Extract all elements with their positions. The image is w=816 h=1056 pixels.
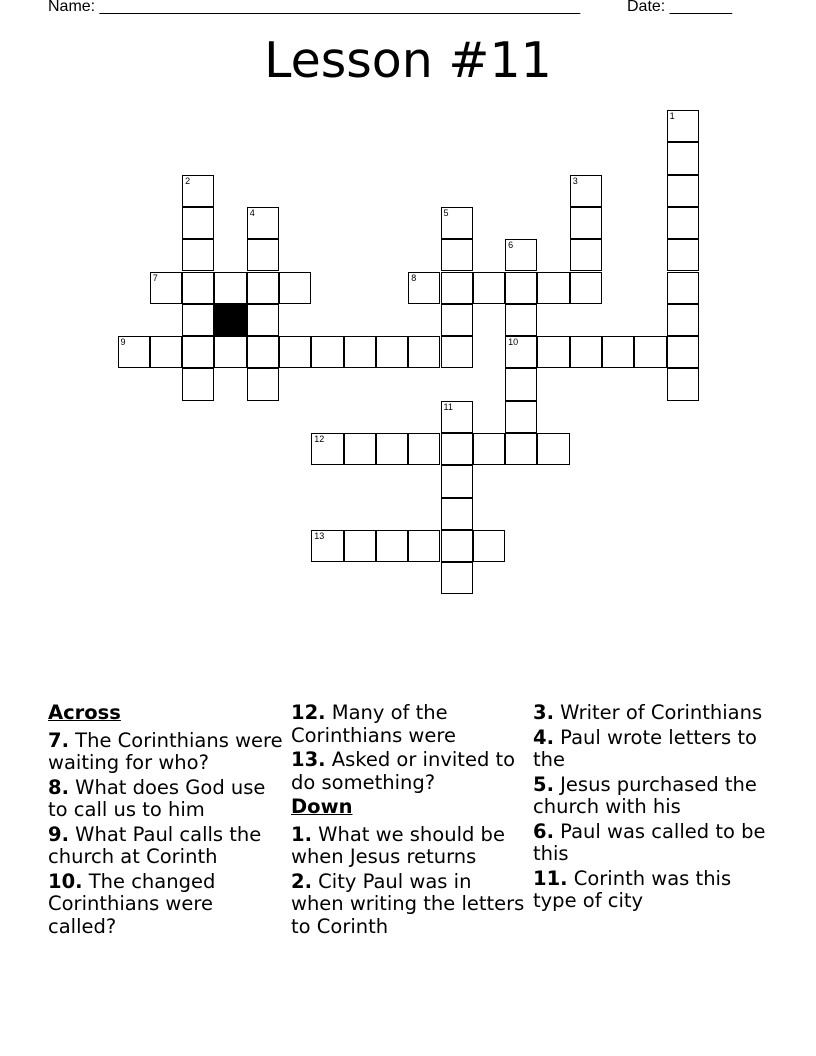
crossword-cell[interactable] xyxy=(214,272,246,304)
crossword-cell[interactable] xyxy=(667,142,699,174)
clue-column-1 xyxy=(48,702,284,940)
across-heading: Across xyxy=(48,701,121,724)
crossword-cell[interactable] xyxy=(182,239,214,271)
crossword-cell[interactable] xyxy=(441,465,473,497)
clue-number: 1. xyxy=(291,822,312,846)
clue-number: 1 xyxy=(669,111,675,121)
crossword-cell[interactable] xyxy=(667,207,699,239)
crossword-cell[interactable] xyxy=(473,530,505,562)
crossword-cell[interactable] xyxy=(570,207,602,239)
date-field[interactable]: Date: _______ xyxy=(627,0,732,15)
black-cell xyxy=(214,304,246,336)
clue-number: 7. xyxy=(48,728,69,752)
crossword-cell[interactable] xyxy=(667,368,699,400)
crossword-cell[interactable] xyxy=(311,433,343,465)
crossword-cell[interactable] xyxy=(667,304,699,336)
across-clue xyxy=(48,730,284,775)
crossword-cell[interactable] xyxy=(667,110,699,142)
clue-number: 6 xyxy=(508,240,514,251)
clue-number: 5. xyxy=(533,772,554,796)
crossword-cell[interactable] xyxy=(182,207,214,239)
crossword-cell[interactable] xyxy=(505,239,537,271)
crossword-cell[interactable] xyxy=(408,272,440,304)
crossword-cell[interactable] xyxy=(311,336,343,368)
clue-number: 2 xyxy=(185,175,191,186)
clue-number: 12 xyxy=(314,434,325,444)
clue-number: 3. xyxy=(533,701,554,724)
clue-number: 4. xyxy=(533,725,554,749)
down-clue xyxy=(533,774,769,819)
crossword-cell[interactable] xyxy=(537,433,569,465)
crossword-cell[interactable] xyxy=(247,304,279,336)
across-clue xyxy=(48,824,284,869)
crossword-cell[interactable] xyxy=(602,336,634,368)
crossword-cell[interactable] xyxy=(537,336,569,368)
across-clue xyxy=(291,749,527,794)
clue-column-2 xyxy=(291,702,527,940)
clue-number: 9. xyxy=(48,822,69,846)
crossword-cell[interactable] xyxy=(473,433,505,465)
crossword-cell[interactable] xyxy=(667,175,699,207)
crossword-cell[interactable] xyxy=(247,207,279,239)
down-clue xyxy=(291,824,527,869)
clue-number: 11. xyxy=(533,866,568,890)
clue-column-3 xyxy=(533,702,769,915)
crossword-cell[interactable] xyxy=(473,272,505,304)
clue-number: 13 xyxy=(314,530,325,541)
down-clue xyxy=(533,727,769,772)
clue-number: 13. xyxy=(291,748,326,771)
clue-text: What does God use to call us to him xyxy=(48,775,266,821)
crossword-cell[interactable] xyxy=(150,272,182,304)
crossword-cell[interactable] xyxy=(247,239,279,271)
crossword-cell[interactable] xyxy=(505,433,537,465)
crossword-cell[interactable] xyxy=(279,272,311,304)
crossword-cell[interactable] xyxy=(376,530,408,562)
clue-number: 4 xyxy=(249,207,255,218)
clue-number: 6. xyxy=(533,819,554,843)
crossword-cell[interactable] xyxy=(570,239,602,271)
crossword-cell[interactable] xyxy=(182,272,214,304)
crossword-cell[interactable] xyxy=(344,336,376,368)
page-title: Lesson #11 xyxy=(264,32,552,89)
crossword-cell[interactable] xyxy=(441,272,473,304)
clue-number: 5 xyxy=(443,207,449,218)
down-clue xyxy=(533,868,769,913)
down-clue xyxy=(533,702,769,725)
crossword-cell[interactable] xyxy=(441,304,473,336)
across-clue xyxy=(48,777,284,822)
clue-text: Many of the Corinthians were xyxy=(291,701,456,747)
down-clue-list-continued xyxy=(533,702,769,913)
crossword-cell[interactable] xyxy=(441,498,473,530)
down-clue xyxy=(533,821,769,866)
crossword-cell[interactable] xyxy=(182,304,214,336)
crossword-cell[interactable] xyxy=(118,336,150,368)
crossword-cell[interactable] xyxy=(505,401,537,433)
clue-number: 9 xyxy=(120,337,126,348)
across-clue-list xyxy=(48,730,284,939)
crossword-cell[interactable] xyxy=(150,336,182,368)
crossword-cell[interactable] xyxy=(182,336,214,368)
crossword-cell[interactable] xyxy=(505,272,537,304)
clue-number: 8 xyxy=(411,272,417,283)
crossword-cell[interactable] xyxy=(247,272,279,304)
crossword-cell[interactable] xyxy=(570,336,602,368)
clue-number: 11 xyxy=(443,401,453,412)
crossword-cell[interactable] xyxy=(182,368,214,400)
clue-text: The changed Corinthians were called? xyxy=(48,869,216,938)
clue-text: City Paul was in when writing the letters to Corinth xyxy=(291,869,525,938)
clue-number: 3 xyxy=(572,175,578,186)
crossword-cell[interactable] xyxy=(279,336,311,368)
crossword-cell[interactable] xyxy=(344,530,376,562)
down-clue xyxy=(291,871,527,939)
crossword-cell[interactable] xyxy=(247,368,279,400)
crossword-cell[interactable] xyxy=(634,336,666,368)
across-clue-list-continued xyxy=(291,702,527,794)
clue-text: Jesus purchased the church with his xyxy=(533,772,757,818)
clue-text: What Paul calls the church at Corinth xyxy=(48,822,262,868)
crossword-cell[interactable] xyxy=(570,175,602,207)
crossword-cell[interactable] xyxy=(408,336,440,368)
crossword-cell[interactable] xyxy=(376,433,408,465)
name-field[interactable]: Name: ______________________________________________________ xyxy=(48,0,581,15)
crossword-cell[interactable] xyxy=(505,336,537,368)
crossword-cell[interactable] xyxy=(441,433,473,465)
crossword-cell[interactable] xyxy=(344,433,376,465)
clue-text: Paul wrote letters to the xyxy=(533,725,757,771)
crossword-cell[interactable] xyxy=(214,336,246,368)
crossword-cell[interactable] xyxy=(408,530,440,562)
crossword-cell[interactable] xyxy=(441,530,473,562)
clue-text: Paul was called to be this xyxy=(533,819,766,865)
crossword-cell[interactable] xyxy=(505,304,537,336)
crossword-cell[interactable] xyxy=(537,272,569,304)
crossword-cell[interactable] xyxy=(441,401,473,433)
clue-number: 7 xyxy=(152,272,158,283)
crossword-cell[interactable] xyxy=(505,368,537,400)
crossword-cell[interactable] xyxy=(247,336,279,368)
clue-text: Writer of Corinthians xyxy=(553,701,763,724)
clue-number: 12. xyxy=(291,701,326,724)
crossword-cell[interactable] xyxy=(667,239,699,271)
crossword-cell[interactable] xyxy=(667,336,699,368)
clue-text: What we should be when Jesus returns xyxy=(291,822,505,868)
crossword-cell[interactable] xyxy=(441,239,473,271)
crossword-cell[interactable] xyxy=(311,530,343,562)
clue-number: 8. xyxy=(48,775,69,799)
crossword-cell[interactable] xyxy=(441,562,473,594)
clue-text: Corinth was this type of city xyxy=(533,866,732,912)
down-clue-list xyxy=(291,824,527,939)
crossword-cell[interactable] xyxy=(408,433,440,465)
crossword-cell[interactable] xyxy=(441,336,473,368)
crossword-cell[interactable] xyxy=(441,207,473,239)
crossword-cell[interactable] xyxy=(182,175,214,207)
crossword-cell[interactable] xyxy=(376,336,408,368)
clue-text: Asked or invited to do something? xyxy=(291,748,516,794)
clue-number: 10. xyxy=(48,869,83,893)
clue-number: 2. xyxy=(291,869,312,893)
clue-text: The Corinthians were waiting for who? xyxy=(48,728,283,774)
crossword-cell[interactable] xyxy=(570,272,602,304)
across-clue xyxy=(291,702,527,747)
across-clue xyxy=(48,871,284,939)
down-heading: Down xyxy=(291,795,353,818)
crossword-cell[interactable] xyxy=(667,272,699,304)
clue-number: 10 xyxy=(508,337,519,348)
